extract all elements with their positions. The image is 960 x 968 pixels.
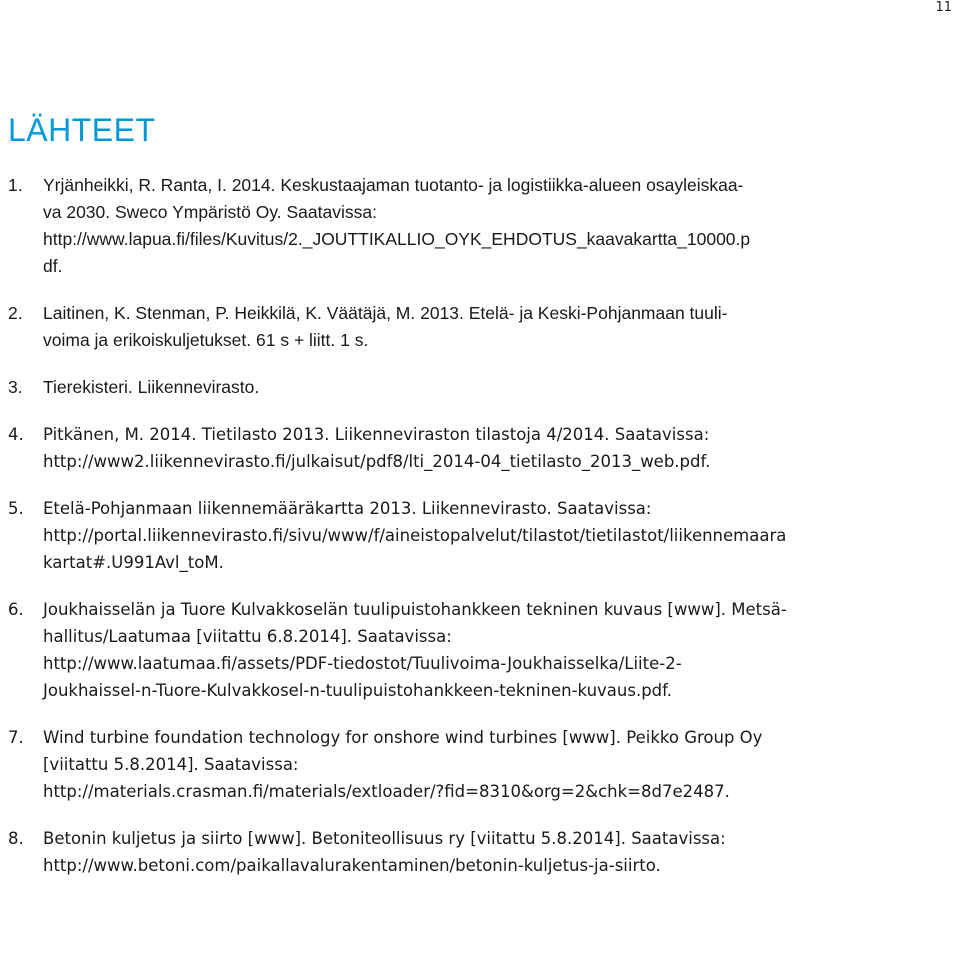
reference-item-4 (8, 421, 953, 475)
reference-line: Joukhaisselän ja Tuore Kulvakkoselän tuulipuistohankkeen tekninen kuvaus [www]. Metsä- (43, 600, 787, 619)
reference-number: 1. (8, 175, 23, 195)
reference-line: [viitattu 5.8.2014]. Saatavissa: (43, 755, 299, 774)
reference-number: 8. (8, 829, 24, 848)
reference-item-5 (8, 495, 953, 576)
reference-link[interactable]: http://materials.crasman.fi/materials/extloader/?fid=8310&org=2&chk=8d7e2487. (43, 782, 730, 801)
reference-link[interactable]: http://www.laatumaa.fi/assets/PDF-tiedostot/Tuulivoima-Joukhaisselka/Liite-2- (43, 654, 682, 673)
reference-line: Yrjänheikki, R. Ranta, I. 2014. Keskustaajaman tuotanto- ja logistiikka-alueen osayleiskaa- (43, 175, 744, 195)
reference-list (8, 172, 953, 899)
reference-text (43, 421, 953, 475)
reference-text (43, 495, 953, 576)
reference-text (43, 300, 953, 354)
reference-text (43, 596, 953, 704)
reference-link[interactable]: http://www.lapua.fi/files/Kuvitus/2._JOUTTIKALLIO_OYK_EHDOTUS_kaavakartta_10000.p (43, 229, 751, 249)
reference-line: Wind turbine foundation technology for onshore wind turbines [www]. Peikko Group Oy (43, 728, 763, 747)
reference-line: va 2030. Sweco Ympäristö Oy. Saatavissa: (43, 202, 377, 222)
reference-line: Laitinen, K. Stenman, P. Heikkilä, K. Väätäjä, M. 2013. Etelä- ja Keski-Pohjanmaan tuuli- (43, 303, 728, 323)
page-title: LÄHTEET (8, 112, 156, 148)
reference-line: hallitus/Laatumaa [viitattu 6.8.2014]. Saatavissa: (43, 627, 452, 646)
reference-line: Tierekisteri. Liikennevirasto. (43, 377, 260, 397)
reference-number: 5. (8, 499, 24, 518)
reference-line: voima ja erikoiskuljetukset. 61 s + liitt. 1 s. (43, 330, 369, 350)
reference-text (43, 374, 953, 401)
reference-text (43, 724, 953, 805)
reference-item-1 (8, 172, 953, 280)
reference-item-2 (8, 300, 953, 354)
reference-link[interactable]: http://portal.liikennevirasto.fi/sivu/www/f/aineistopalvelut/tilastot/tietilastot/liikennemaara (43, 526, 787, 545)
reference-item-6 (8, 596, 953, 704)
reference-item-7 (8, 724, 953, 805)
reference-link[interactable]: http://www.betoni.com/paikallavalurakentaminen/betonin-kuljetus-ja-siirto. (43, 856, 661, 875)
reference-link[interactable]: http://www2.liikennevirasto.fi/julkaisut/pdf8/lti_2014-04_tietilasto_2013_web.pdf. (43, 452, 711, 471)
reference-item-3 (8, 374, 953, 401)
reference-link[interactable]: df. (43, 256, 63, 276)
page-number: 11 (935, 0, 952, 15)
reference-item-8 (8, 825, 953, 879)
reference-number: 7. (8, 728, 24, 747)
reference-link[interactable]: Joukhaissel-n-Tuore-Kulvakkosel-n-tuulipuistohankkeen-tekninen-kuvaus.pdf. (43, 681, 672, 700)
reference-line: Pitkänen, M. 2014. Tietilasto 2013. Liikenneviraston tilastoja 4/2014. Saatavissa: (43, 425, 710, 444)
reference-number: 2. (8, 303, 23, 323)
reference-number: 6. (8, 600, 24, 619)
reference-link[interactable]: kartat#.U991Avl_toM. (43, 553, 224, 572)
reference-number: 3. (8, 377, 23, 397)
reference-number: 4. (8, 425, 24, 444)
reference-text (43, 172, 953, 280)
reference-text (43, 825, 953, 879)
reference-line: Betonin kuljetus ja siirto [www]. Betoniteollisuus ry [viitattu 5.8.2014]. Saatavissa: (43, 829, 726, 848)
reference-line: Etelä-Pohjanmaan liikennemääräkartta 2013. Liikennevirasto. Saatavissa: (43, 499, 652, 518)
